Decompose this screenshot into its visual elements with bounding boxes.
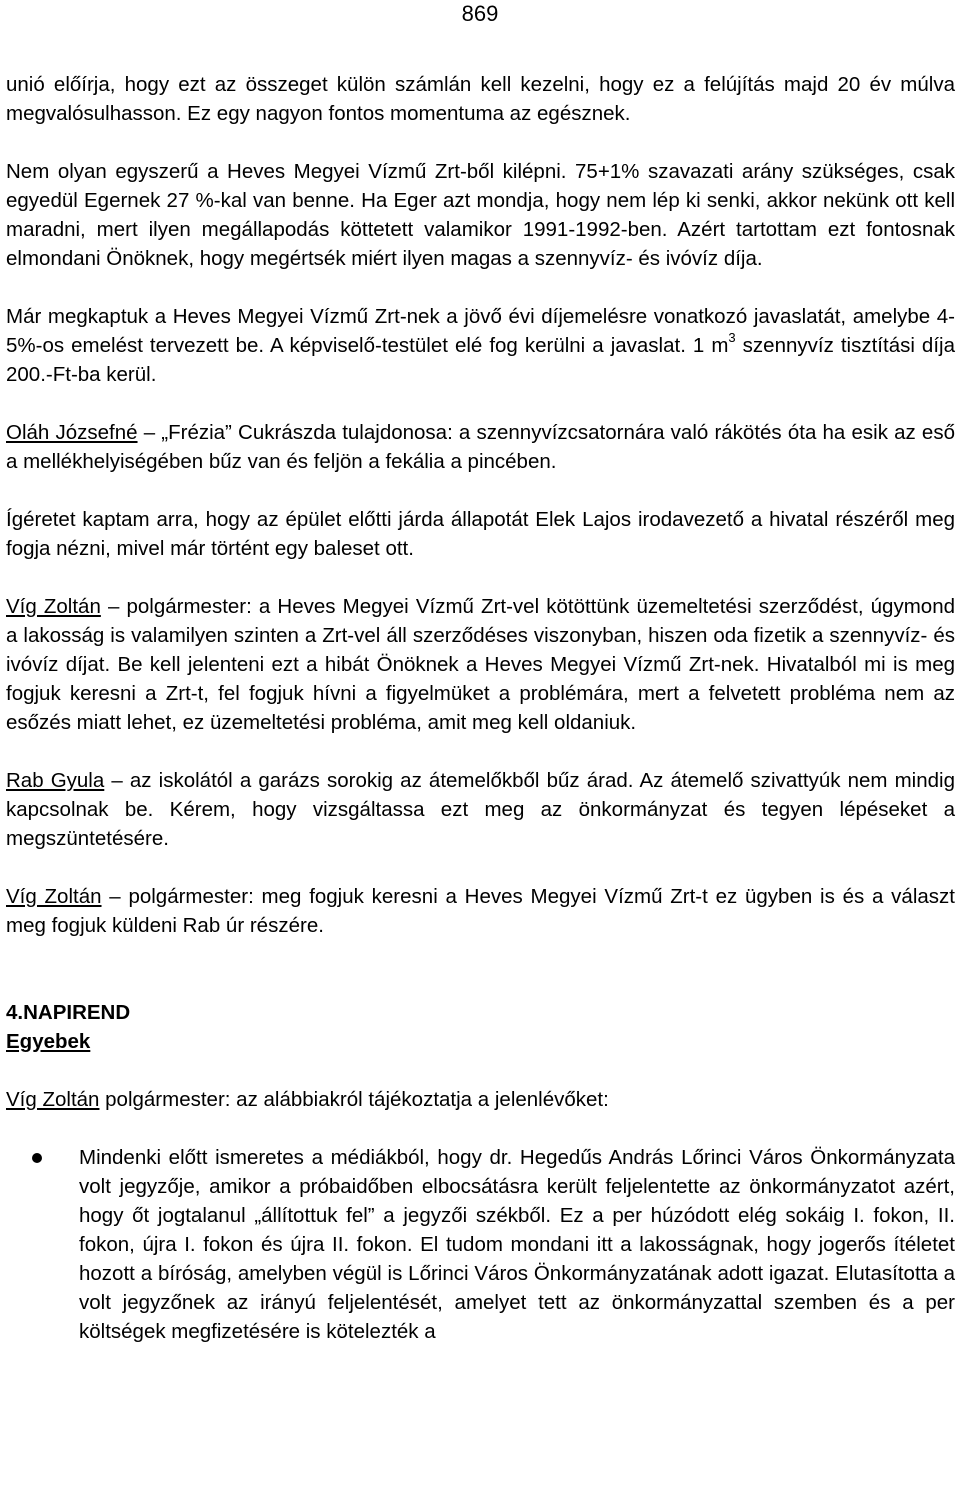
paragraph-rab-gyula: Rab Gyula – az iskolától a garázs sorokig az átemelőkből bűz árad. Az átemelő szivattyúk nem mindig kapcsolnak be. Kérem, hogy vizsgáltassa ezt meg az önkormányzat és tegyen lépéseket a megszüntetésére. <box>6 769 955 850</box>
paragraph-eu-rule: unió előírja, hogy ezt az összeget külön számlán kell kezelni, hogy ez a felújítás majd 20 év múlva megvalósulhasson. Ez egy nagyon fontos momentuma az egésznek. <box>6 73 955 125</box>
speaker-name: Víg Zoltán <box>6 1088 100 1111</box>
superscript: 3 <box>728 330 736 346</box>
speaker-name: Oláh Józsefné <box>6 421 138 444</box>
paragraph-sidewalk-promise: Ígéretet kaptam arra, hogy az épület előtti járda állapotát Elek Lajos irodavezető a hivatal részéről meg fogja nézni, mivel már történt egy baleset ott. <box>6 508 955 560</box>
list-item: Mindenki előtt ismeretes a médiákból, hogy dr. Hegedűs András Lőrinci Város Önkormányzata volt jegyzője, amikor a próbaidőben elbocsátásra került feljelentette az önkormányzatot azért, hogy őt jogtalanul „állítottuk fel” a jegyzői székből. Ez a per húzódott elég sokáig I. fokon, II. fokon, újra I. fokon és újra II. fokon. El tudom mondani itt a lakosságnak, hogy jogerős ítéletet hozott a bíróság, amelyben végül is Lőrinci Város Önkormányzatának adott igazat. Elutasította a volt jegyzőnek az irányú feljelentését, amelyet tett az önkormányzattal szemben és a per költségek megfizetésére is kötelezték a <box>79 1146 955 1343</box>
speaker-name: Víg Zoltán <box>6 595 101 618</box>
agenda-number: 4.NAPIREND <box>6 1001 131 1024</box>
paragraph-vig-zoltan-2: Víg Zoltán – polgármester: meg fogjuk keresni a Heves Megyei Vízmű Zrt-t ez ügyben is és a választ meg fogjuk küldeni Rab úr részére. <box>6 885 955 937</box>
paragraph-price-increase: Már megkaptuk a Heves Megyei Vízmű Zrt-nek a jövő évi díjemelésre vonatkozó javaslatát, amelybe 4-5%-os emelést tervezett be. A képviselő-testület elé fog kerülni a javaslat. 1 $m^3$ szennyvíz tisztítási díja 200.-Ft-ba kerül. <box>6 305 955 386</box>
paragraph-exit-conditions: Nem olyan egyszerű a Heves Megyei Vízmű Zrt-ből kilépni. 75+1% szavazati arány szükséges, csak egyedül Egernek 27 %-kal van benne. Ha Eger azt mondja, hogy nem lép ki senki, akkor nekünk ott kell maradni, mert ilyen megállapodás köttetett valamikor 1991-1992-ben. Azért tartottam ezt fontosnak elmondani Önöknek, hogy megértsék miért ilyen magas a szennyvíz- és ivóvíz díja. <box>6 160 955 270</box>
bullet-list <box>6 1143 955 1346</box>
paragraph-intro: Víg Zoltán polgármester: az alábbiakról tájékoztatja a jelenlévőket: <box>6 1088 609 1111</box>
page-number: 869 <box>461 1 499 26</box>
bullet-icon <box>32 1153 42 1163</box>
paragraph-vig-zoltan-1: Víg Zoltán – polgármester: a Heves Megyei Vízmű Zrt-vel kötöttünk üzemeltetési szerződést, úgymond a lakosság is valamilyen szinten a Zrt-vel áll szerződéses viszonyban, hiszen oda fizetik a szennyvíz- és ivóvíz díjat. Be kell jelenteni ezt a hibát Önöknek a Heves Megyei Vízmű Zrt-nek. Hivatalból mi is meg fogjuk keresni a Zrt-t, fel fogjuk hívni a figyelmüket a problémára, mert a felvetett probléma nem az esőzés miatt lehet, ez üzemeltetési probléma, amit meg kell oldaniuk. <box>6 595 955 734</box>
paragraph-olah-jozsefne: Oláh Józsefné – „Frézia” Cukrászda tulajdonosa: a szennyvízcsatornára való rákötés óta ha esik az eső a mellékhelyiségében bűz van és feljön a fekália a pincében. <box>6 421 955 473</box>
document-body <box>6 70 955 1346</box>
speaker-name: Víg Zoltán <box>6 885 102 908</box>
agenda-title: Egyebek <box>6 1030 91 1053</box>
speaker-name: Rab Gyula <box>6 769 105 792</box>
